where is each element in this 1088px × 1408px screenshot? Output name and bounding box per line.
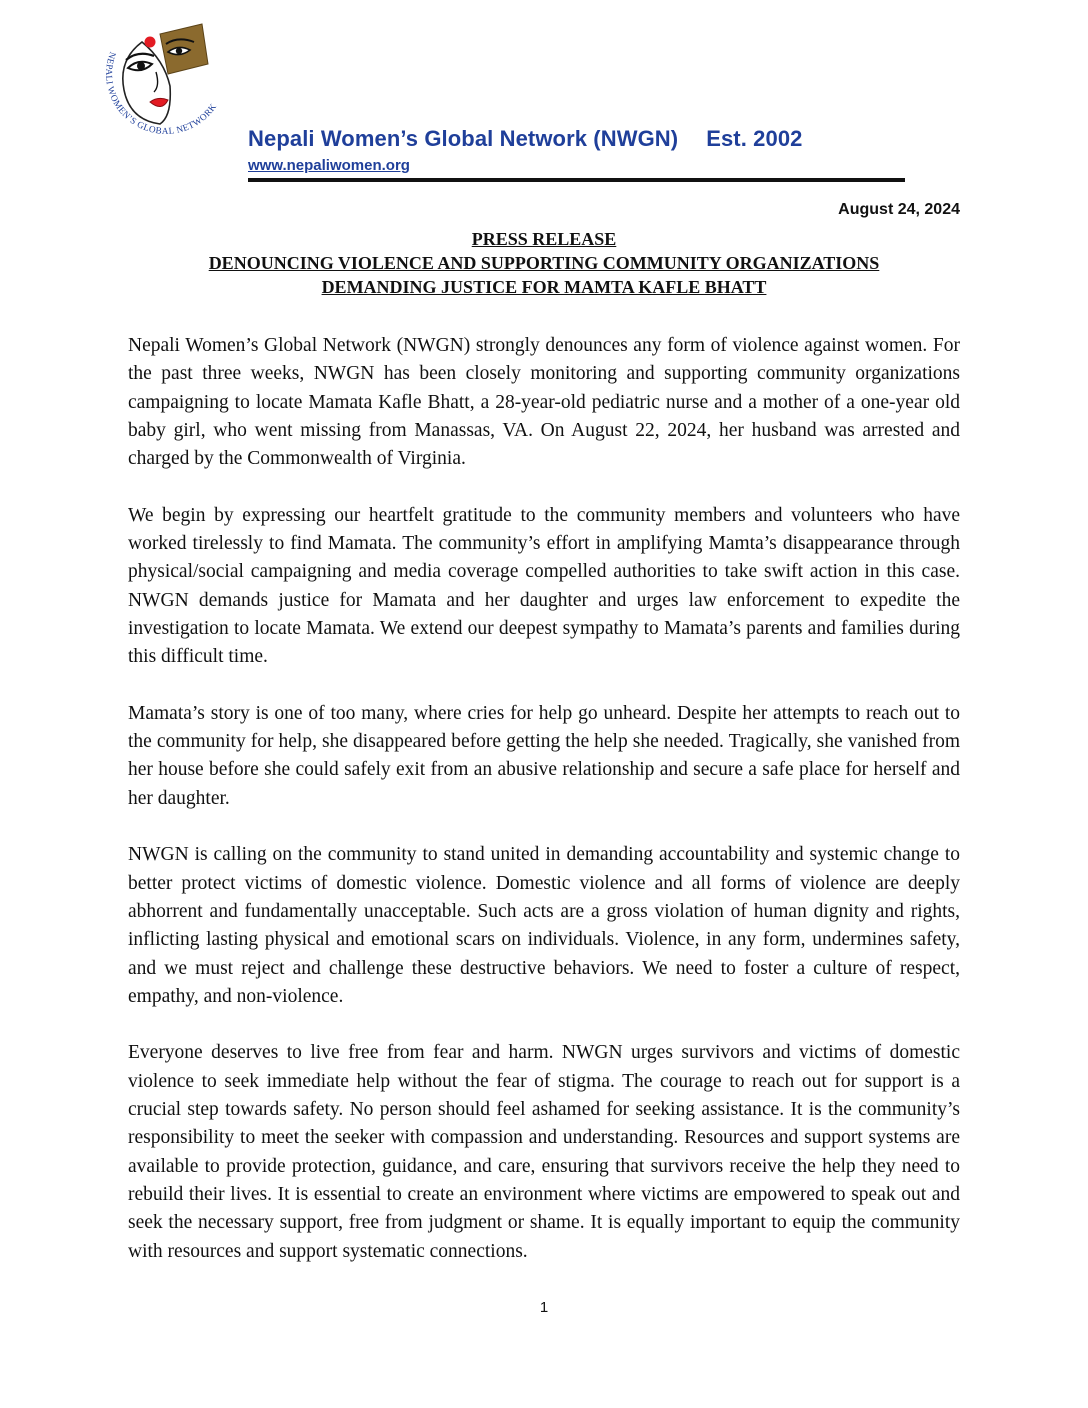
header-divider [248, 178, 905, 182]
title-block [128, 227, 960, 299]
page-number: 1 [539, 1299, 549, 1316]
title-headline: DENOUNCING VIOLENCE AND SUPPORTING COMMUNITY ORGANIZATIONS [208, 253, 880, 273]
body-text [128, 332, 960, 1294]
paragraph: We begin by expressing our heartfelt gratitude to the community members and volunteers who have worked tirelessly to find Mamata. The community’s effort in amplifying Mamta’s disappearance through physical/social campaigning and media coverage compelled authorities to take swift action in this case. NWGN demands justice for Mamata and her daughter and urges law enforcement to expedite the investigation to locate Mamata. We extend our deepest sympathy to Mamata’s parents and families during this difficult time. [128, 504, 960, 668]
title-subheadline: DEMANDING JUSTICE FOR MAMTA KAFLE BHATT [321, 277, 767, 297]
nwgn-logo [98, 20, 228, 160]
paragraph: Everyone deserves to live free from fear and harm. NWGN urges survivors and victims of domestic violence to seek immediate help without the fear of stigma. The courage to reach out for support is a crucial step towards safety. No person should feel ashamed for seeking assistance. It is the community’s responsibility to meet the seeker with compassion and understanding. Resources and support systems are available to provide protection, guidance, and care, ensuring that survivors receive the help they need to rebuild their lives. It is essential to create an environment where victims are empowered to speak out and seek the necessary support, free from judgment or shame. It is equally important to equip the community with resources and support systematic connections. [128, 1042, 960, 1262]
svg-text:NEPALI WOMEN’S GLOBAL NETWORK: NEPALI WOMEN’S GLOBAL NETWORK [103, 50, 219, 136]
organization-name [248, 126, 803, 152]
paragraph: Mamata’s story is one of too many, where cries for help go unheard. Despite her attempts to reach out to the community for help, she disappeared before getting the help she needed. Tragically, she vanished from her house before she could safely exit from an abusive relationship and secure a safe place for herself and her daughter. [128, 702, 960, 809]
paragraph: NWGN is calling on the community to stand united in demanding accountability and systemic change to better protect victims of domestic violence. Domestic violence and all forms of violence are deeply abhorrent and fundamentally unacceptable. Such acts are a gross violation of human dignity and rights, inflicting lasting physical and emotional scars on individuals. Violence, in any form, undermines safety, and we must reject and challenge these destructive behaviors. We need to foster a culture of respect, empathy, and non-violence. [128, 844, 960, 1007]
release-date: August 24, 2024 [838, 201, 960, 218]
title-press-release: PRESS RELEASE [471, 229, 617, 249]
org-name-text: Nepali Women’s Global Network (NWGN) [248, 126, 679, 151]
paragraph: Nepali Women’s Global Network (NWGN) strongly denounces any form of violence against women. For the past three weeks, NWGN has been closely monitoring and supporting community organizations campaigning to locate Mamata Kafle Bhatt, a 28-year-old pediatric nurse and a mother of a one-year old baby girl, who went missing from Manassas, VA. On August 22, 2024, her husband was arrested and charged by the Commonwealth of Virginia. [128, 335, 960, 470]
established-year: Est. 2002 [706, 126, 803, 151]
website-link[interactable]: www.nepaliwomen.org [248, 157, 410, 174]
